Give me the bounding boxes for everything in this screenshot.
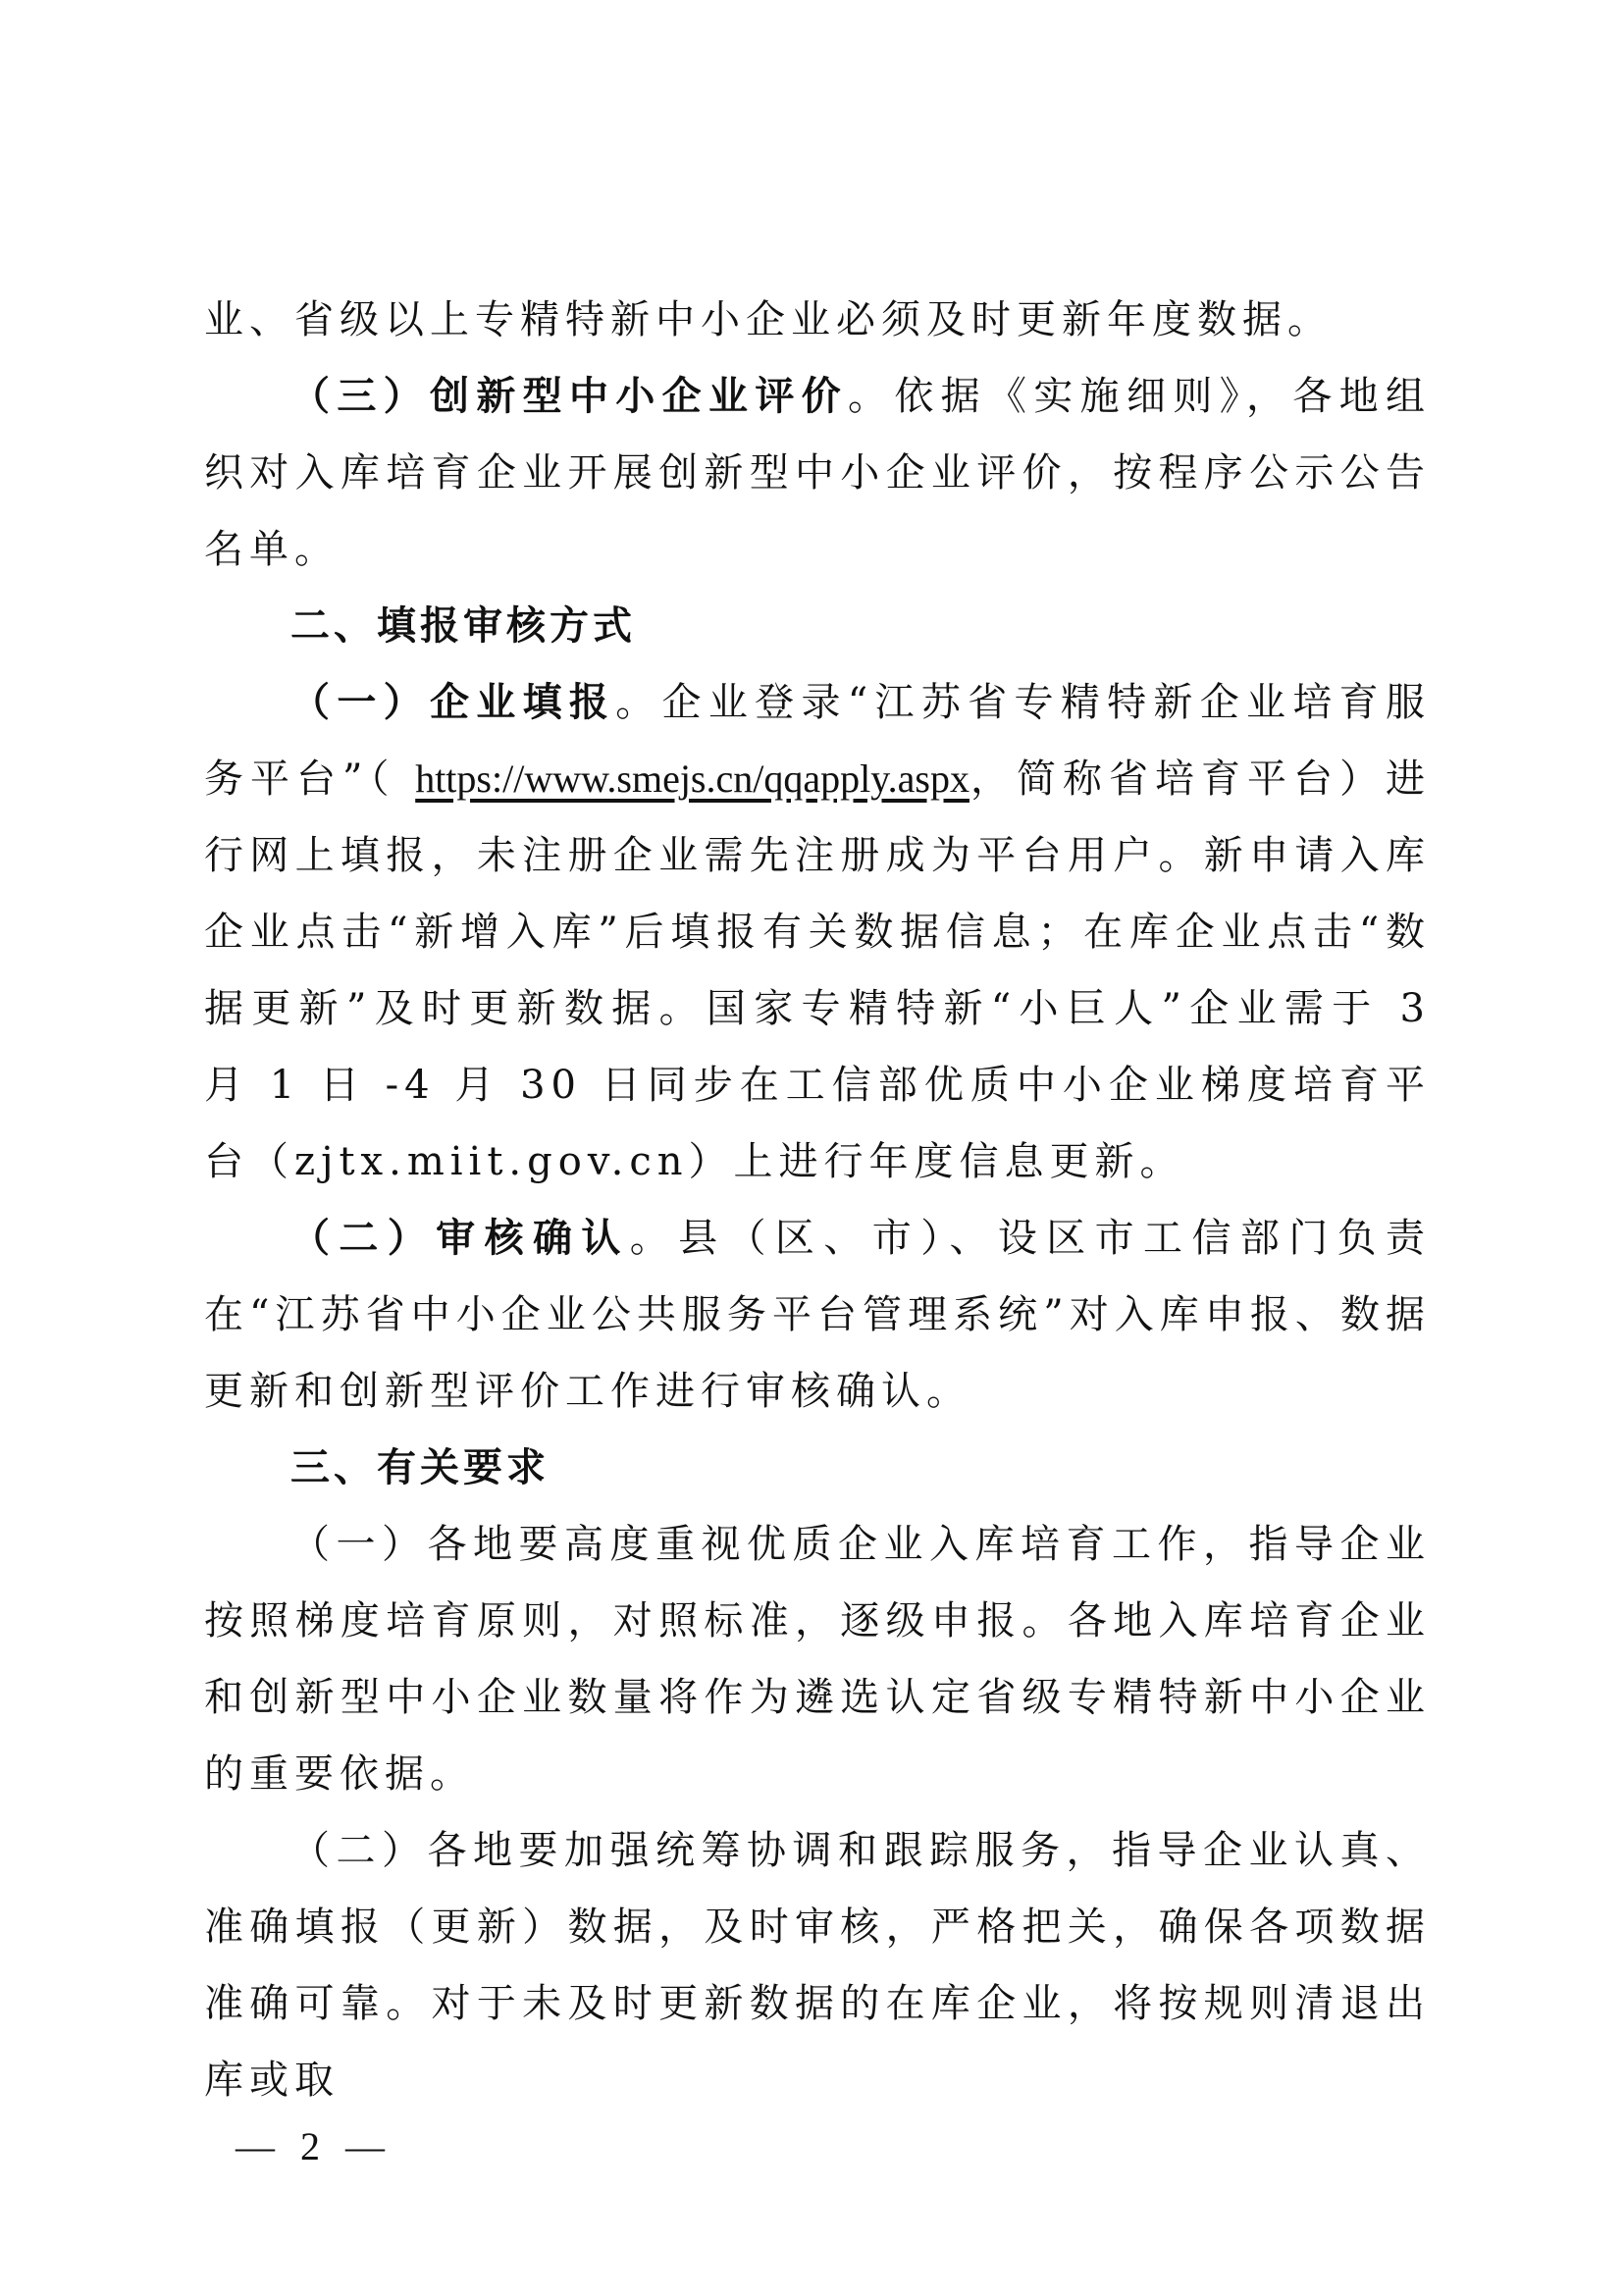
paragraph-text: 。企业登录“江苏省专精特新企业培育服务平台”（ bbox=[204, 680, 1431, 802]
paragraph-lead: （二）审核确认 bbox=[290, 1215, 630, 1261]
paragraph-requirement-2: （二）各地要加强统筹协调和跟踪服务，指导企业认真、准确填报（更新）数据，及时审核，严格把关，确保各项数据准确可靠。对于未及时更新数据的在库企业，将按规则清退出库或取 bbox=[204, 1828, 1431, 2103]
paragraph-text: ，简称省培育平台）进行网上填报，未注册企业需先注册成为平台用户。新申请入库企业点击“新增入库”后填报有关数据信息；在库企业点击“数据更新”及时更新数据。国家专精特新“小巨人”企业需于 3 月 1 日 -4 月 30 日同步在工信部优质中小企业梯度培育平台（zjtx.miit.gov.cn）上进行年度信息更新。 bbox=[204, 757, 1431, 1184]
paragraph-text: 。县（区、市）、设区市工信部门负责在“江苏省中小企业公共服务平台管理系统”对入库申报、数据更新和创新型评价工作进行审核确认。 bbox=[204, 1216, 1432, 1414]
continuation-paragraph: 业、省级以上专精特新中小企业必须及时更新年度数据。 bbox=[204, 297, 1333, 342]
paragraph-innovation-evaluation bbox=[204, 358, 1431, 588]
paragraph-enterprise-filing bbox=[204, 664, 1431, 1200]
paragraph-text: 。依据《实施细则》，各地组织对入库培育企业开展创新型中小企业评价，按程序公示公告名单。 bbox=[204, 374, 1431, 572]
page-number: — 2 — bbox=[236, 2124, 393, 2168]
paragraph-lead: （一）企业填报 bbox=[290, 679, 616, 725]
paragraph-requirement-1: （一）各地要高度重视优质企业入库培育工作，指导企业按照梯度培育原则，对照标准，逐级申报。各地入库培育企业和创新型中小企业数量将作为遴选认定省级专精特新中小企业的重要依据。 bbox=[204, 1522, 1431, 1797]
section-heading-requirements: 三、有关要求 bbox=[290, 1445, 550, 1490]
paragraph-review-confirmation bbox=[204, 1200, 1431, 1430]
document-body bbox=[204, 282, 1431, 2118]
platform-link[interactable]: https://www.smejs.cn/qqapply.aspx bbox=[415, 757, 969, 801]
section-heading-filing-review: 二、填报审核方式 bbox=[290, 603, 636, 649]
paragraph-lead: （三）创新型中小企业评价 bbox=[290, 373, 848, 419]
